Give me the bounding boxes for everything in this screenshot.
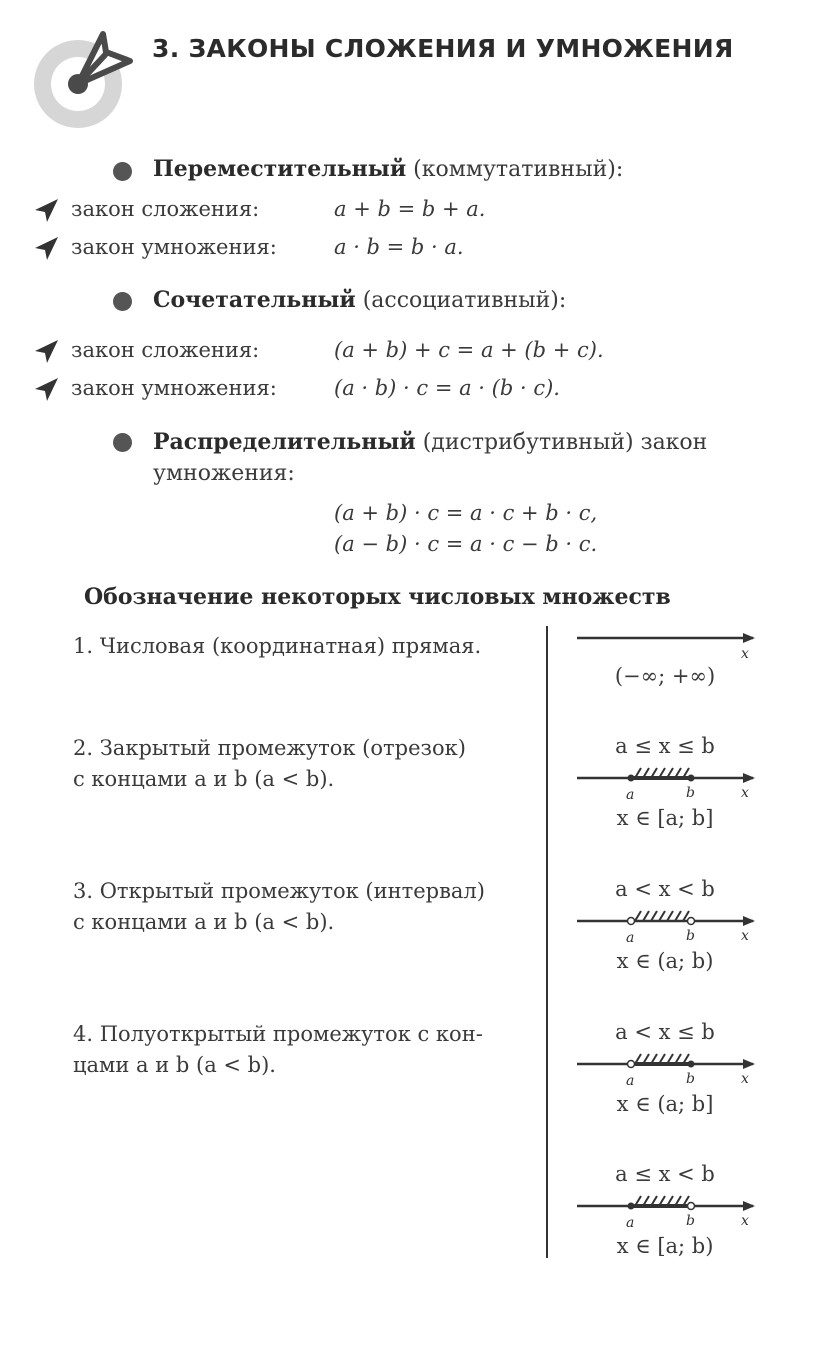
law-heading-commutative	[153, 156, 623, 182]
inequality-label: a < x < b	[615, 877, 715, 901]
bullet-dot	[113, 162, 132, 181]
law-label: закон умножения:	[71, 376, 277, 400]
endpoint-a-label: a	[626, 930, 635, 946]
interval-notation: x ∈ [a; b)	[616, 1234, 714, 1258]
interval-notation: (−∞; +∞)	[614, 664, 716, 688]
inequality-label: a ≤ x < b	[615, 1162, 715, 1186]
target-arrow-icon	[30, 28, 134, 132]
pointer-arrow-icon	[33, 376, 61, 402]
set-description-line: с концами a и b (a < b).	[73, 767, 335, 791]
interval-notation: x ∈ [a; b]	[616, 806, 714, 830]
set-description-line: 2. Закрытый промежуток (отрезок)	[73, 736, 466, 760]
pointer-arrow-icon	[33, 235, 61, 261]
set-description-line: с концами a и b (a < b).	[73, 910, 335, 934]
law-label: закон сложения:	[71, 338, 260, 362]
endpoint-b-label: b	[686, 1213, 695, 1229]
law-label: закон сложения:	[71, 197, 260, 221]
number-line-diagram	[573, 905, 763, 947]
endpoint-b-label: b	[686, 928, 695, 944]
law-formula: a + b = b + a.	[334, 197, 486, 221]
law-formula: (a − b) · c = a · c − b · c.	[334, 532, 598, 556]
set-description	[73, 876, 485, 938]
set-description-line: 4. Полуоткрытый промежуток с кон-	[73, 1022, 483, 1046]
axis-label: x	[741, 1213, 749, 1229]
law-heading-associative	[153, 287, 566, 313]
law-heading-distributive	[153, 429, 707, 455]
law-name: Сочетательный	[153, 287, 356, 313]
pointer-arrow-icon	[33, 197, 61, 223]
number-line-diagram	[573, 1048, 763, 1090]
number-line-diagram	[573, 762, 763, 804]
interval-notation: x ∈ (a; b)	[616, 949, 714, 973]
set-description-line: 3. Открытый промежуток (интервал)	[73, 879, 485, 903]
endpoint-a-label: a	[626, 787, 635, 803]
endpoint-b-label: b	[686, 1071, 695, 1087]
law-name: Распределительный	[153, 429, 416, 455]
law-formula: a · b = b · a.	[334, 235, 464, 259]
law-label: закон умножения:	[71, 235, 277, 259]
pointer-arrow-icon	[33, 338, 61, 364]
inequality-label: a ≤ x ≤ b	[615, 734, 715, 758]
interval-notation: x ∈ (a; b]	[616, 1092, 714, 1116]
axis-label: x	[741, 928, 749, 944]
number-line-diagram	[573, 626, 763, 662]
axis-label: x	[741, 1071, 749, 1087]
set-description	[73, 1019, 483, 1081]
endpoint-a-label: a	[626, 1215, 635, 1231]
endpoint-a-label: a	[626, 1073, 635, 1089]
law-qualifier: (ассоциативный):	[362, 288, 567, 313]
number-line-diagram	[573, 1190, 763, 1232]
law-formula: (a + b) · c = a · c + b · c,	[334, 501, 598, 525]
endpoint-b-label: b	[686, 785, 695, 801]
bullet-dot	[113, 292, 132, 311]
inequality-label: a < x ≤ b	[615, 1020, 715, 1044]
law-qualifier: (коммутативный):	[413, 157, 624, 182]
law-formula: (a · b) · c = a · (b · c).	[334, 376, 560, 400]
page-title: 3. ЗАКОНЫ СЛОЖЕНИЯ И УМНОЖЕНИЯ	[152, 34, 734, 63]
set-description	[73, 631, 481, 662]
set-description	[73, 733, 466, 795]
law-formula: (a + b) + c = a + (b + c).	[334, 338, 604, 362]
law-name: Переместительный	[153, 156, 407, 182]
axis-label: x	[741, 646, 749, 662]
set-description-line: 1. Числовая (координатная) прямая.	[73, 634, 482, 658]
section-title: Обозначение некоторых числовых множеств	[84, 584, 671, 610]
bullet-dot	[113, 433, 132, 452]
column-divider	[546, 626, 548, 1258]
axis-label: x	[741, 785, 749, 801]
law-qualifier: (дистрибутивный) закон	[422, 430, 708, 455]
set-description-line: цами a и b (a < b).	[73, 1053, 276, 1077]
law-heading-line2: умножения:	[153, 461, 295, 486]
